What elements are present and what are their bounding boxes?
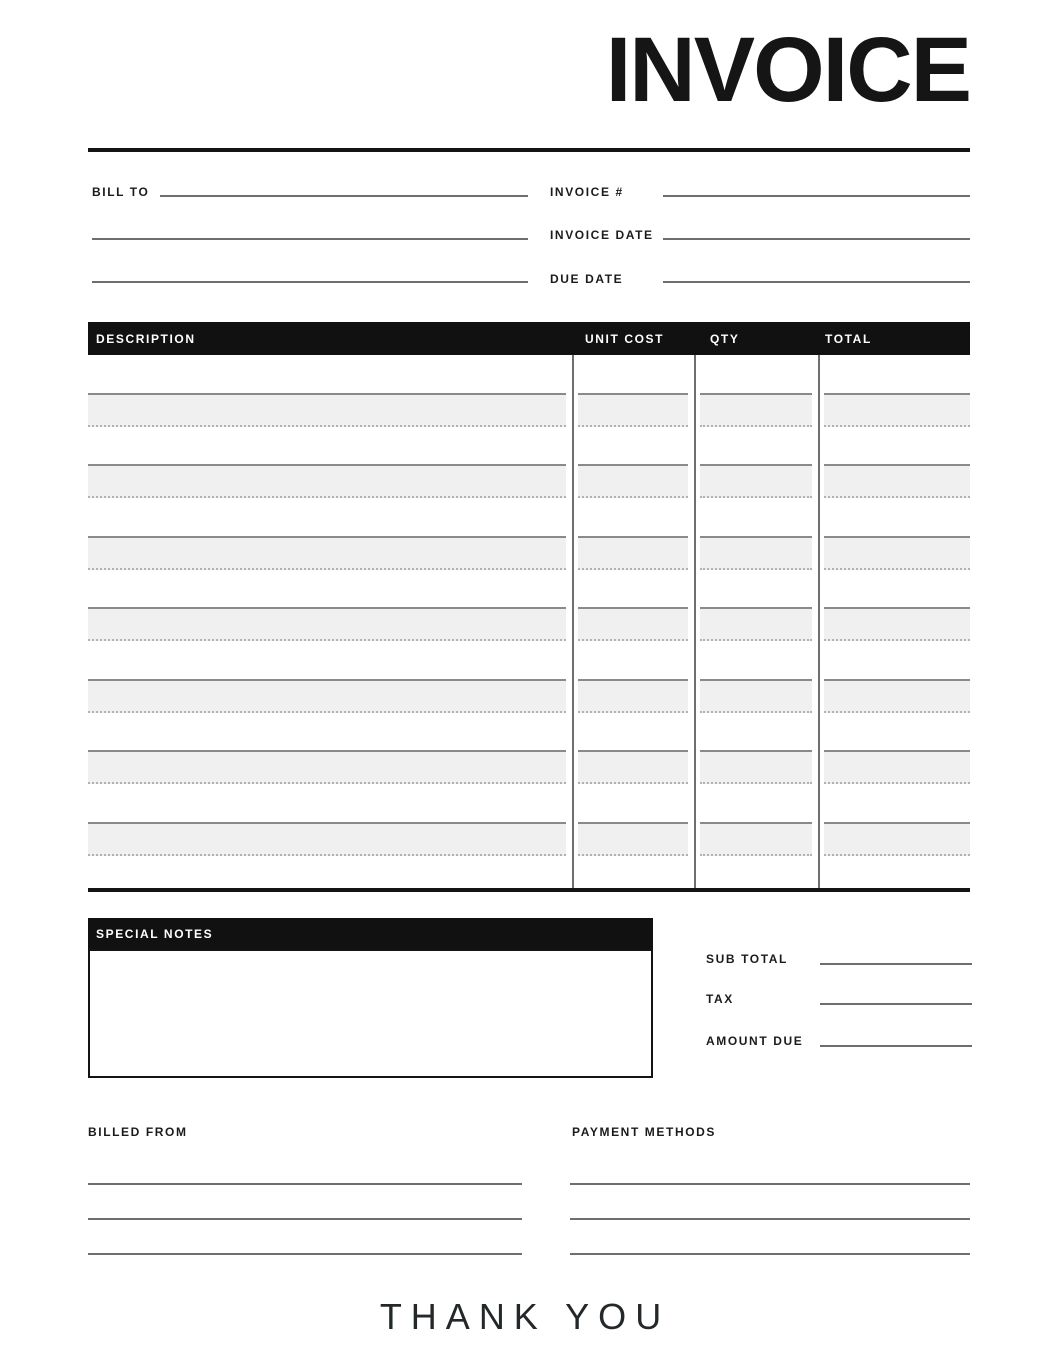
cell-write-in-band [578,393,688,427]
header-divider [88,148,970,152]
table-row[interactable] [88,713,970,785]
invoice-date-input-line[interactable] [663,238,970,240]
amount-due-input-line[interactable] [820,1045,972,1047]
table-cell[interactable] [818,427,970,499]
billed-from-input-line-2[interactable] [88,1218,522,1220]
bill-to-input-line-3[interactable] [92,281,528,283]
table-cell[interactable] [694,498,818,570]
billed-from-input-line-3[interactable] [88,1253,522,1255]
cell-write-in-band [824,679,970,713]
table-row[interactable] [88,427,970,499]
items-table-header [88,322,970,355]
column-divider-qty [694,355,696,888]
column-header-qty: QTY [710,332,740,346]
cell-write-in-band [88,750,566,784]
special-notes-input-box[interactable] [88,949,653,1078]
cell-write-in-band [700,679,812,713]
bill-to-input-line-1[interactable] [160,195,528,197]
cell-write-in-band [700,750,812,784]
special-notes-header [88,918,653,949]
invoice-number-label: INVOICE # [550,185,624,199]
table-row[interactable] [88,641,970,713]
table-cell[interactable] [694,784,818,856]
table-cell[interactable] [88,498,572,570]
table-row[interactable] [88,784,970,856]
table-cell[interactable] [88,784,572,856]
column-divider-unit-cost [572,355,574,888]
tax-label: TAX [706,992,734,1006]
table-row[interactable] [88,498,970,570]
cell-write-in-band [824,750,970,784]
payment-methods-input-line-3[interactable] [570,1253,970,1255]
sub-total-input-line[interactable] [820,963,972,965]
special-notes-label: SPECIAL NOTES [96,927,214,941]
cell-write-in-band [824,536,970,570]
cell-write-in-band [700,607,812,641]
table-cell[interactable] [694,570,818,642]
cell-write-in-band [578,464,688,498]
bill-to-label: BILL TO [92,185,150,199]
cell-write-in-band [88,822,566,856]
billed-from-label: BILLED FROM [88,1125,188,1139]
payment-methods-label: PAYMENT METHODS [572,1125,717,1139]
table-cell[interactable] [572,355,694,427]
table-cell[interactable] [88,713,572,785]
page-title: INVOICE [605,19,970,121]
cell-write-in-band [700,393,812,427]
invoice-number-input-line[interactable] [663,195,970,197]
column-header-unit-cost: UNIT COST [585,332,665,346]
table-row[interactable] [88,570,970,642]
table-cell[interactable] [572,498,694,570]
cell-write-in-band [578,536,688,570]
payment-methods-input-line-2[interactable] [570,1218,970,1220]
cell-write-in-band [578,822,688,856]
cell-write-in-band [824,464,970,498]
table-cell[interactable] [88,570,572,642]
table-bottom-rule [88,888,970,893]
table-cell[interactable] [694,355,818,427]
table-cell[interactable] [694,713,818,785]
cell-write-in-band [88,393,566,427]
table-cell[interactable] [88,641,572,713]
amount-due-label: AMOUNT DUE [706,1034,804,1048]
cell-write-in-band [578,607,688,641]
due-date-input-line[interactable] [663,281,970,283]
table-cell[interactable] [572,427,694,499]
cell-write-in-band [88,607,566,641]
column-header-description: DESCRIPTION [96,332,196,346]
cell-write-in-band [88,464,566,498]
table-cell[interactable] [818,355,970,427]
thank-you-text: THANK YOU [379,1296,671,1337]
cell-write-in-band [578,679,688,713]
items-table-body [88,355,970,892]
table-cell[interactable] [88,427,572,499]
due-date-label: DUE DATE [550,272,624,286]
table-row[interactable] [88,355,970,427]
cell-write-in-band [824,393,970,427]
table-cell[interactable] [818,641,970,713]
table-cell[interactable] [818,498,970,570]
cell-write-in-band [88,536,566,570]
table-cell[interactable] [818,713,970,785]
table-cell[interactable] [818,784,970,856]
table-cell[interactable] [694,427,818,499]
cell-write-in-band [88,679,566,713]
billed-from-input-line-1[interactable] [88,1183,522,1185]
table-cell[interactable] [572,784,694,856]
tax-input-line[interactable] [820,1003,972,1005]
table-cell[interactable] [818,570,970,642]
table-cell[interactable] [572,570,694,642]
column-header-total: TOTAL [825,332,872,346]
table-cell[interactable] [694,641,818,713]
cell-write-in-band [700,464,812,498]
sub-total-label: SUB TOTAL [706,952,788,966]
cell-write-in-band [700,822,812,856]
invoice-date-label: INVOICE DATE [550,228,654,242]
cell-write-in-band [578,750,688,784]
payment-methods-input-line-1[interactable] [570,1183,970,1185]
bill-to-input-line-2[interactable] [92,238,528,240]
table-cell[interactable] [572,641,694,713]
cell-write-in-band [824,822,970,856]
cell-write-in-band [824,607,970,641]
table-cell[interactable] [572,713,694,785]
column-divider-total [818,355,820,888]
table-cell[interactable] [88,355,572,427]
cell-write-in-band [700,536,812,570]
